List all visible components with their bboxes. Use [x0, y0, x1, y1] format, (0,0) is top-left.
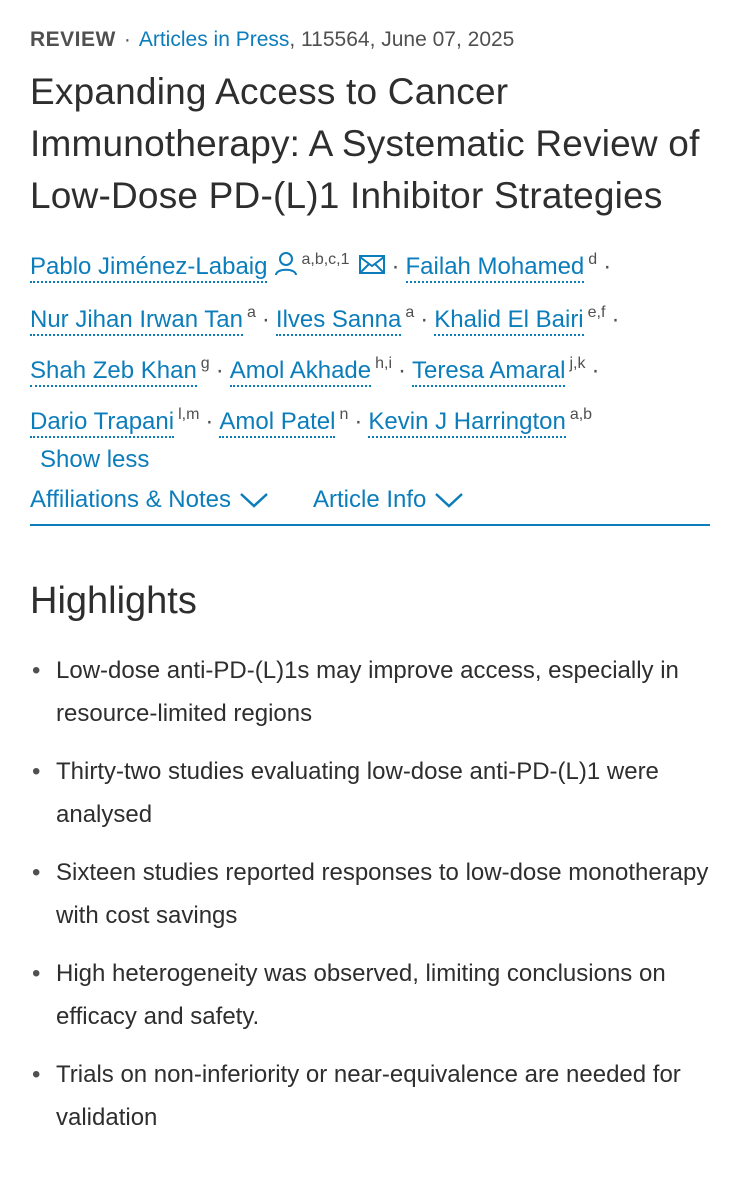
- author-name-link[interactable]: Amol Akhade: [230, 357, 371, 387]
- author-name-link[interactable]: Amol Patel: [219, 408, 335, 438]
- author-list: [30, 238, 710, 444]
- author-separator: ·: [354, 408, 363, 435]
- author-affiliation-sup: a,b,c,1: [301, 251, 350, 268]
- author-item: [230, 357, 412, 384]
- bullet-icon: •: [32, 758, 41, 785]
- highlights-list: [30, 649, 710, 1139]
- author-affiliation-sup: a,b: [569, 406, 593, 423]
- meta-separator: ·: [123, 28, 131, 51]
- highlight-text: Trials on non-inferiority or near-equivalence are needed for validation: [56, 1061, 681, 1131]
- author-name-link[interactable]: Nur Jihan Irwan Tan: [30, 306, 243, 336]
- article-type: REVIEW: [30, 28, 116, 51]
- highlight-text: Sixteen studies reported responses to low-dose monotherapy with cost savings: [56, 859, 709, 929]
- bullet-icon: •: [32, 859, 41, 886]
- author-affiliation-sup: g: [200, 355, 210, 372]
- author-affiliation-sup: d: [588, 251, 598, 268]
- author-item: [30, 357, 230, 384]
- bullet-icon: •: [32, 657, 41, 684]
- chevron-down-icon: [434, 491, 464, 509]
- author-affiliation-sup: e,f: [587, 304, 606, 321]
- author-separator: ·: [205, 408, 214, 435]
- author-item: [30, 253, 406, 280]
- citation-info: , 115564, June 07, 2025: [289, 28, 515, 51]
- author-affiliation-sup: j,k: [569, 355, 586, 372]
- author-affiliation-sup: n: [339, 406, 349, 423]
- author-affiliation-sup: a: [247, 304, 256, 321]
- author-name-link[interactable]: Failah Mohamed: [406, 253, 585, 283]
- author-separator: ·: [261, 306, 270, 333]
- bullet-icon: •: [32, 960, 41, 987]
- author-affiliation-sup: h,i: [375, 355, 393, 372]
- highlight-item: [30, 952, 710, 1038]
- author-affiliation-sup: a: [405, 304, 415, 321]
- article-meta: [30, 0, 710, 56]
- author-separator: ·: [391, 253, 400, 280]
- affiliations-notes-label: Affiliations & Notes: [30, 486, 231, 513]
- author-separator: ·: [611, 306, 620, 333]
- author-separator: ·: [398, 357, 407, 384]
- author-separator: ·: [591, 357, 600, 384]
- author-separator: ·: [603, 253, 612, 280]
- author-name-link[interactable]: Teresa Amaral: [412, 357, 565, 387]
- articles-in-press-link[interactable]: Articles in Press: [138, 28, 290, 51]
- highlights-heading: Highlights: [30, 580, 197, 622]
- author-separator: ·: [420, 306, 429, 333]
- author-name-link[interactable]: Ilves Sanna: [276, 306, 401, 336]
- author-item: [368, 408, 592, 435]
- article-info-toggle[interactable]: [313, 486, 464, 514]
- highlight-item: [30, 750, 710, 836]
- author-name-link[interactable]: Shah Zeb Khan: [30, 357, 197, 387]
- author-item: [406, 253, 618, 280]
- author-name-link[interactable]: Kevin J Harrington: [368, 408, 565, 438]
- highlight-item: [30, 851, 710, 937]
- author-name-link[interactable]: Pablo Jiménez-Labaig: [30, 253, 267, 283]
- author-item: [219, 408, 368, 435]
- chevron-down-icon: [239, 491, 269, 509]
- highlight-text: Thirty-two studies evaluating low-dose anti-PD-(L)1 were analysed: [56, 758, 659, 828]
- affiliations-notes-toggle[interactable]: [30, 486, 269, 514]
- bullet-icon: •: [32, 1061, 41, 1088]
- article-title: Expanding Access to Cancer Immunotherapy: A Systematic Review of Low-Dose PD-(L)1 Inhibitor Strategies: [30, 71, 700, 216]
- highlight-text: High heterogeneity was observed, limiting conclusions on efficacy and safety.: [56, 960, 666, 1030]
- mail-icon[interactable]: [358, 247, 386, 291]
- author-item: [434, 306, 625, 333]
- author-separator: ·: [215, 357, 224, 384]
- highlight-text: Low-dose anti-PD-(L)1s may improve access, especially in resource-limited regions: [56, 657, 679, 727]
- author-item: [30, 306, 276, 333]
- person-icon[interactable]: [275, 247, 297, 291]
- author-item: [412, 357, 605, 384]
- author-item: [30, 408, 219, 435]
- highlight-item: [30, 1053, 710, 1139]
- show-less-button[interactable]: Show less: [40, 446, 150, 473]
- article-toggles: [30, 486, 710, 526]
- author-name-link[interactable]: Khalid El Bairi: [434, 306, 583, 336]
- author-affiliation-sup: l,m: [178, 406, 200, 423]
- author-name-link[interactable]: Dario Trapani: [30, 408, 174, 438]
- author-item: [276, 306, 434, 333]
- article-info-label: Article Info: [313, 486, 427, 513]
- highlight-item: [30, 649, 710, 735]
